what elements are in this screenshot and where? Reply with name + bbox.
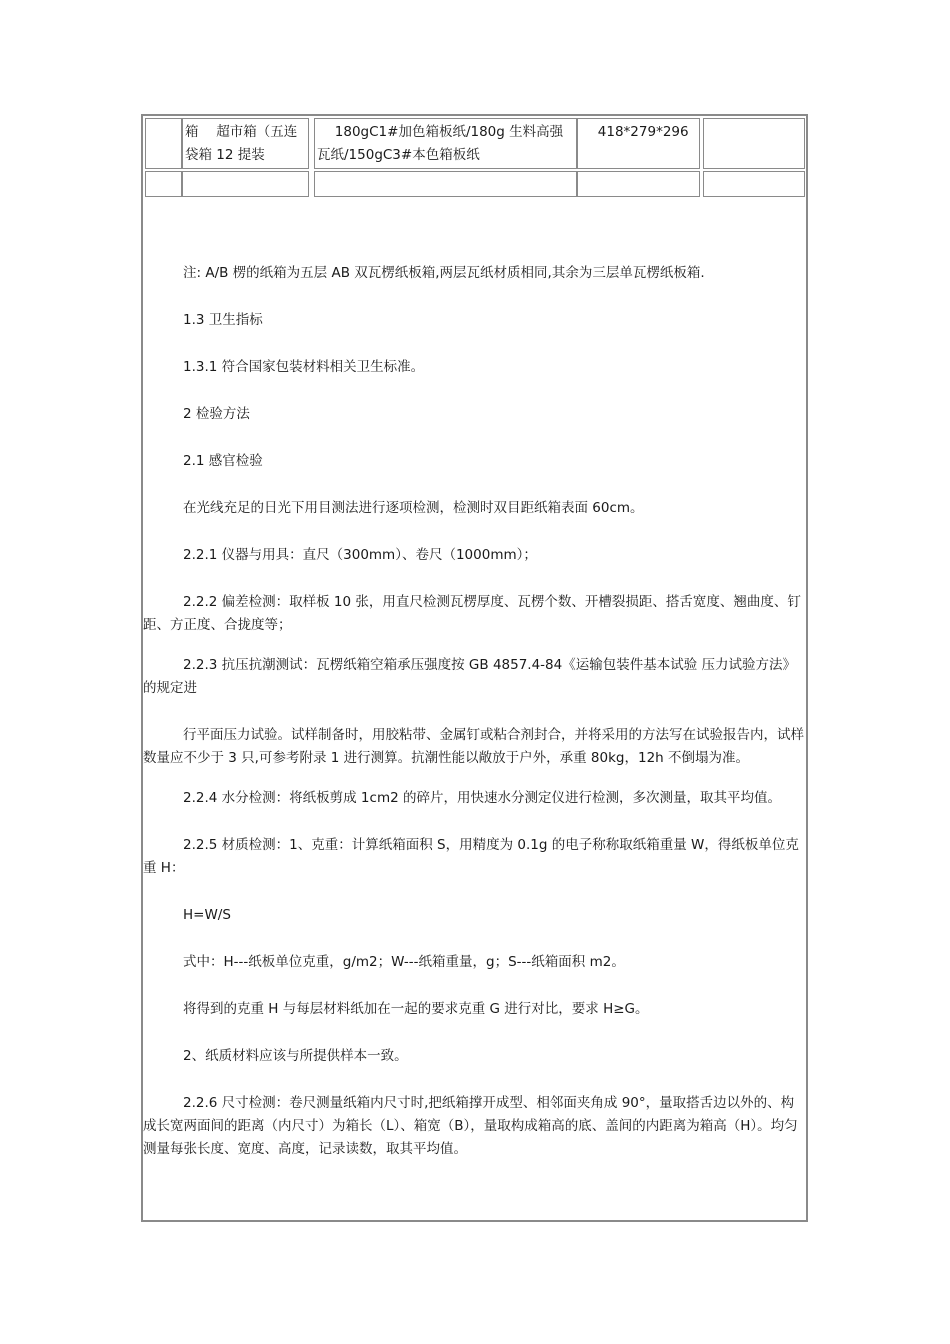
section-2-2-3-continued: 行平面压力试验。试样制备时，用胶粘带、金属钉或粘合剂封合，并将采用的方法写在试验报告内，试样数量应不少于 3 只,可参考附录 1 进行测算。抗潮性能以敞放于户外，承重 80kg，12h 不倒塌为准。 (143, 727, 804, 766)
section-2-1-text: 在光线充足的日光下用目测法进行逐项检测，检测时双目距纸箱表面 60cm。 (183, 500, 644, 516)
table-cell-r1-c0 (145, 118, 182, 169)
note-paragraph: 注: A/B 楞的纸箱为五层 AB 双瓦楞纸板箱,两层瓦纸材质相同,其余为三层单瓦楞纸板箱. (183, 265, 705, 281)
section-2-2-3: 2.2.3 抗压抗潮测试：瓦楞纸箱空箱承压强度按 GB 4857.4-84《运输包装件基本试验 压力试验方法》的规定进 (143, 657, 797, 696)
section-2-2-5: 2.2.5 材质检测：1、克重：计算纸箱面积 S，用精度为 0.1g 的电子称称取纸箱重量 W，得纸板单位克重 H： (143, 837, 799, 876)
formula-description: 式中：H---纸板单位克重，g/m2；W---纸箱重量，g；S---纸箱面积 m2。 (183, 954, 625, 970)
section-2-2-4: 2.2.4 水分检测：将纸板剪成 1cm2 的碎片，用快速水分测定仪进行检测，多次测量，取其平均值。 (183, 790, 781, 806)
section-2-2-2: 2.2.2 偏差检测：取样板 10 张，用直尺检测瓦楞厚度、瓦楞个数、开槽裂损距、搭舌宽度、翘曲度、钉距、方正度、合拢度等； (143, 594, 801, 633)
formula: H=W/S (183, 907, 231, 923)
table-cell-r1-c1: 箱 超市箱（五连袋箱 12 提装 (182, 118, 309, 169)
table-cell-r2-c3 (577, 171, 700, 197)
document-body (143, 262, 806, 1185)
section-1-3-heading: 1.3 卫生指标 (183, 312, 263, 328)
section-2-item-2: 2、纸质材料应该与所提供样本一致。 (183, 1048, 408, 1064)
compare-paragraph: 将得到的克重 H 与每层材料纸加在一起的要求克重 G 进行对比，要求 H≥G。 (183, 1001, 649, 1017)
section-2-1-heading: 2.1 感官检验 (183, 453, 263, 469)
table-cell-r1-c3: 418*279*296 (577, 118, 700, 169)
table-cell-r2-c0 (145, 171, 182, 197)
section-2-2-6: 2.2.6 尺寸检测：卷尺测量纸箱内尺寸时,把纸箱撑开成型、相邻面夹角成 90°，量取搭舌边以外的、构成长宽两面间的距离（内尺寸）为箱长（L）、箱宽（B），量取构成箱高的底、盖间的内距离为箱高（H）。均匀测量每张长度、宽度、高度，记录读数，取其平均值。 (143, 1095, 798, 1157)
section-2-heading: 2 检验方法 (183, 406, 250, 422)
section-1-3-1: 1.3.1 符合国家包装材料相关卫生标准。 (183, 359, 425, 375)
table-cell-r2-c1 (182, 171, 309, 197)
table-cell-r2-c4 (703, 171, 805, 197)
table-cell-r1-c4 (703, 118, 805, 169)
table-cell-r1-c2: 180gC1#加色箱板纸/180g 生料高强瓦纸/150gC3#本色箱板纸 (314, 118, 577, 169)
table-cell-r2-c2 (314, 171, 577, 197)
section-2-2-1: 2.2.1 仪器与用具：直尺（300mm）、卷尺（1000mm）； (183, 547, 537, 563)
